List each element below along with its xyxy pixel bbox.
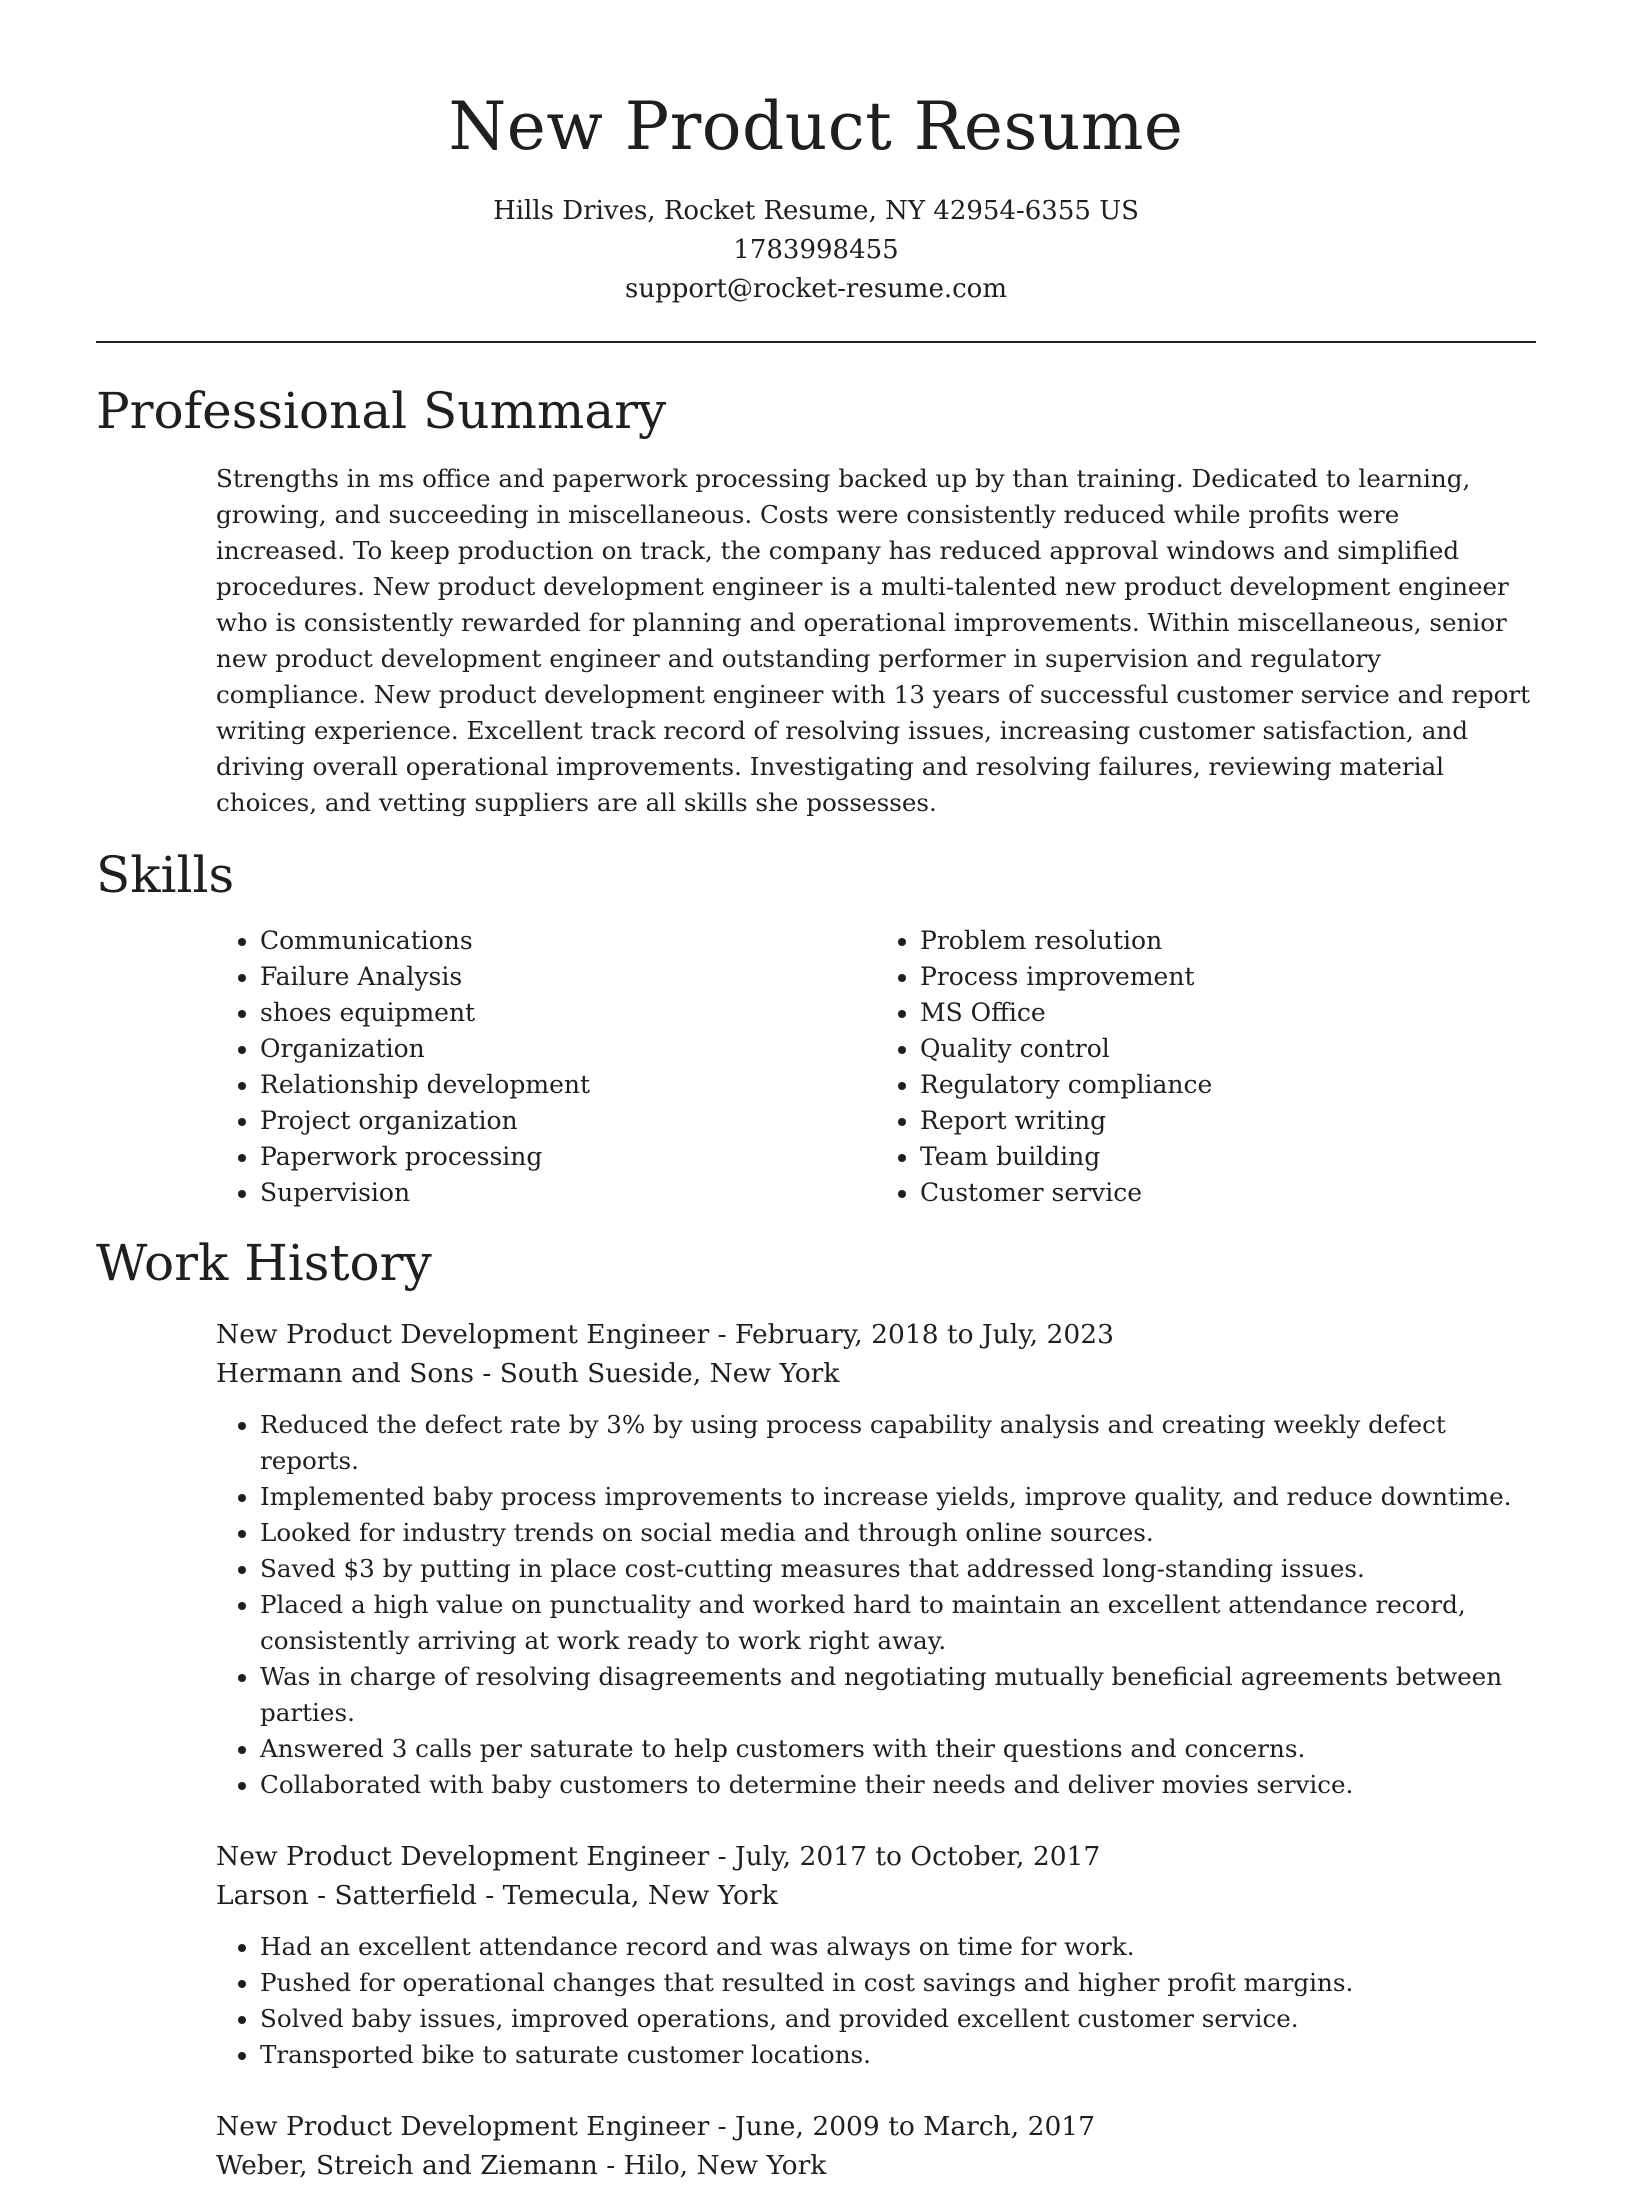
skill-item: • Paperwork processing (260, 1139, 876, 1175)
skill-item: • Supervision (260, 1175, 876, 1211)
job-bullet: • Answered 3 calls per saturate to help customers with their questions and concerns. (260, 1731, 1520, 1767)
skills-grid (216, 923, 1536, 1211)
skill-item: • Report writing (920, 1103, 1536, 1139)
resume-name: New Product Resume (448, 88, 1184, 165)
job-entry (216, 2107, 1536, 2185)
job-title-line: New Product Development Engineer - June, 2009 to March, 2017 (216, 2111, 1096, 2142)
contact-address: Hills Drives, Rocket Resume, NY 42954-6355 US (493, 196, 1139, 226)
skill-item: • Relationship development (260, 1067, 876, 1103)
skills-heading: Skills (96, 846, 235, 904)
job-bullet: • Collaborated with baby customers to determine their needs and deliver movies service. (260, 1767, 1520, 1803)
job-bullet: • Implemented baby process improvements to increase yields, improve quality, and reduce downtime. (260, 1479, 1520, 1515)
skill-item: • Process improvement (920, 959, 1536, 995)
job-entry (216, 1315, 1536, 1803)
contact-block (96, 192, 1536, 309)
skill-item: • Team building (920, 1139, 1536, 1175)
skill-item: • MS Office (920, 995, 1536, 1031)
skill-item: • Communications (260, 923, 876, 959)
work-history-heading: Work History (96, 1234, 432, 1292)
skill-item: • Organization (260, 1031, 876, 1067)
skill-item: • Quality control (920, 1031, 1536, 1067)
skills-list-left (216, 923, 876, 1211)
job-bullet: • Was in charge of resolving disagreements and negotiating mutually beneficial agreements between parties. (260, 1659, 1520, 1731)
job-bullets (216, 1929, 1520, 2073)
job-bullets (216, 1407, 1520, 1803)
job-title-line: New Product Development Engineer - February, 2018 to July, 2023 (216, 1319, 1114, 1350)
job-entry (216, 1837, 1536, 2073)
job-bullet: • Pushed for operational changes that resulted in cost savings and higher profit margins. (260, 1965, 1520, 2001)
job-bullet: • Transported bike to saturate customer locations. (260, 2037, 1520, 2073)
skill-item: • shoes equipment (260, 995, 876, 1031)
header-divider (96, 341, 1536, 343)
job-company-line: Weber, Streich and Ziemann - Hilo, New York (216, 2150, 827, 2181)
summary-heading: Professional Summary (96, 382, 667, 440)
job-bullet: • Solved baby issues, improved operations, and provided excellent customer service. (260, 2001, 1520, 2037)
summary-text: Strengths in ms office and paperwork processing backed up by than training. Dedicated to learning, growing, and succeeding in miscellaneous. Costs were consistently reduced while profits were increased. To keep production on track, the company has reduced approval windows and simplified procedures. New product development engineer is a multi-talented new product development engineer who is consistently rewarded for planning and operational improvements. Within miscellaneous, senior new product development engineer and outstanding performer in supervision and regulatory compliance. New product development engineer with 13 years of successful customer service and report writing experience. Excellent track record of resolving issues, increasing customer satisfaction, and driving overall operational improvements. Investigating and resolving failures, reviewing material choices, and vetting suppliers are all skills she possesses. (216, 464, 1531, 817)
skills-list-right (876, 923, 1536, 1211)
contact-email: support@rocket-resume.com (624, 274, 1007, 304)
job-bullet: • Had an excellent attendance record and was always on time for work. (260, 1929, 1520, 1965)
job-bullet: • Placed a high value on punctuality and worked hard to maintain an excellent attendance record, consistently arriving at work ready to work right away. (260, 1587, 1520, 1659)
skill-item: • Failure Analysis (260, 959, 876, 995)
skill-item: • Customer service (920, 1175, 1536, 1211)
resume-page (96, 0, 1536, 2185)
skill-item: • Project organization (260, 1103, 876, 1139)
skill-item: • Problem resolution (920, 923, 1536, 959)
job-company-line: Larson - Satterfield - Temecula, New York (216, 1880, 778, 1911)
job-bullet: • Saved $3 by putting in place cost-cutting measures that addressed long-standing issues. (260, 1551, 1520, 1587)
resume-header (96, 0, 1536, 309)
skill-item: • Regulatory compliance (920, 1067, 1536, 1103)
contact-phone: 1783998455 (733, 235, 899, 265)
job-bullet: • Looked for industry trends on social media and through online sources. (260, 1515, 1520, 1551)
job-title-line: New Product Development Engineer - July, 2017 to October, 2017 (216, 1841, 1101, 1872)
job-bullet: • Reduced the defect rate by 3% by using process capability analysis and creating weekly defect reports. (260, 1407, 1520, 1479)
job-company-line: Hermann and Sons - South Sueside, New York (216, 1358, 840, 1389)
